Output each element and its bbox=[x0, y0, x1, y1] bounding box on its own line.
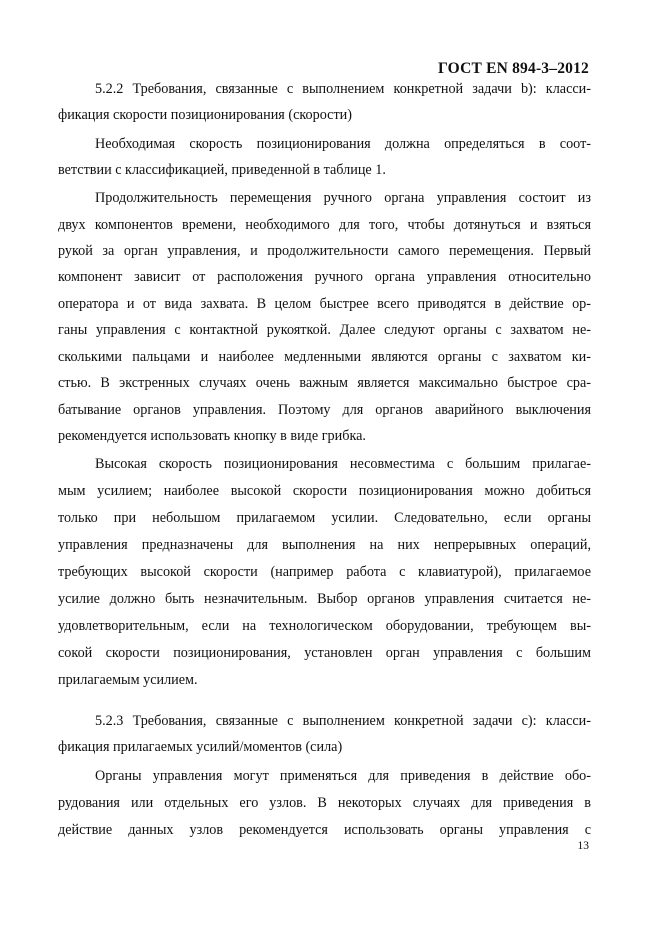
paragraph-line: рукой за орган управления, и продолжительности самого перемещения. Первый bbox=[58, 243, 591, 259]
paragraph-line: только при небольшом прилагаемом усилии. Следовательно, если органы bbox=[58, 510, 591, 526]
section-5-2-3-heading-line-1: 5.2.3 Требования, связанные с выполнением конкретной задачи c): класси- bbox=[95, 713, 591, 729]
paragraph-line: стью. В экстренных случаях очень важным является максимально быстрое сра- bbox=[58, 375, 591, 391]
paragraph-line: Необходимая скорость позиционирования должна определяться в соот- bbox=[95, 136, 591, 152]
paragraph-line: ганы управления с контактной рукояткой. Далее следуют органы с захватом не- bbox=[58, 322, 591, 338]
paragraph-line: управления предназначены для выполнения на них непрерывных операций, bbox=[58, 537, 591, 553]
paragraph-line: мым усилием; наиболее высокой скорости позиционирования можно добиться bbox=[58, 483, 591, 499]
section-5-2-2-heading-line-1: 5.2.2 Требования, связанные с выполнением конкретной задачи b): класси- bbox=[95, 81, 591, 97]
paragraph-line: компонент зависит от расположения ручного органа управления относительно bbox=[58, 269, 591, 285]
paragraph-line: оператора и от вида захвата. В целом быстрее всего приводятся в действие ор- bbox=[58, 296, 591, 312]
paragraph-line: прилагаемым усилием. bbox=[58, 672, 198, 688]
paragraph-line: батывание органов управления. Поэтому для органов аварийного выключения bbox=[58, 402, 591, 418]
paragraph-line: двух компонентов времени, необходимого для того, чтобы дотянуться и взяться bbox=[58, 217, 591, 233]
document-code-header: ГОСТ EN 894-3–2012 bbox=[437, 60, 589, 77]
paragraph-line: сколькими пальцами и наиболее медленными являются органы с захватом ки- bbox=[58, 349, 591, 365]
paragraph-line: действие данных узлов рекомендуется использовать органы управления с bbox=[58, 822, 591, 838]
paragraph-line: Органы управления могут применяться для приведения в действие обо- bbox=[95, 768, 591, 784]
paragraph-line: усилие должно быть незначительным. Выбор органов управления считается не- bbox=[58, 591, 591, 607]
page-number: 13 bbox=[577, 840, 589, 852]
paragraph-line: сокой скорости позиционирования, установлен орган управления с большим bbox=[58, 645, 591, 661]
section-5-2-2-heading-line-2: фикация скорости позиционирования (скорости) bbox=[58, 107, 353, 123]
paragraph-line: Высокая скорость позиционирования несовместима с большим прилагае- bbox=[95, 456, 591, 472]
paragraph-line: удовлетворительным, если на технологическом оборудовании, требующем вы- bbox=[58, 618, 591, 634]
paragraph-line: ветствии с классификацией, приведенной в таблице 1. bbox=[58, 162, 386, 178]
paragraph-line: требующих высокой скорости (например работа с клавиатурой), прилагаемое bbox=[58, 564, 591, 580]
section-5-2-3-heading-line-2: фикация прилагаемых усилий/моментов (сила) bbox=[58, 739, 343, 755]
paragraph-line: рекомендуется использовать кнопку в виде грибка. bbox=[58, 428, 366, 444]
paragraph-line: рудования или отдельных его узлов. В некоторых случаях для приведения в bbox=[58, 795, 591, 811]
paragraph-line: Продолжительность перемещения ручного органа управления состоит из bbox=[95, 190, 591, 206]
